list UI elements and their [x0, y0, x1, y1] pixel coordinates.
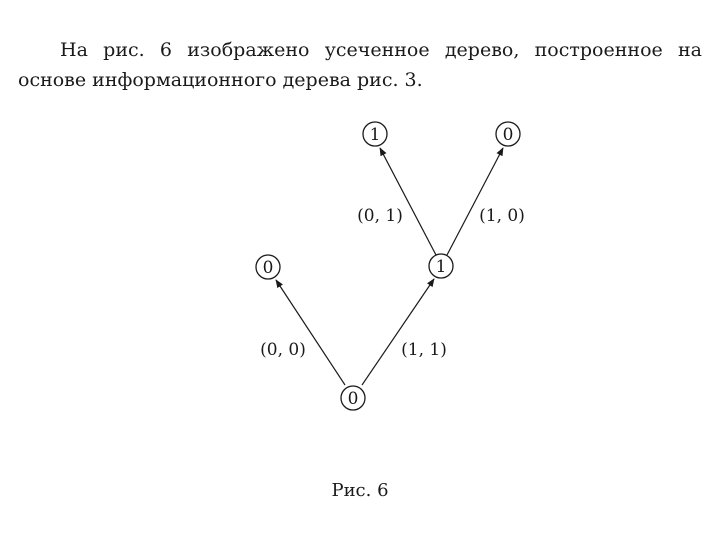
edge-root-to-right: [362, 279, 434, 385]
node-right-left-leaf: [363, 122, 387, 146]
figure-caption: Рис. 6: [331, 480, 389, 501]
node-right-child: [429, 254, 453, 278]
edge-label-right-to-left-leaf: (0, 1): [357, 206, 403, 226]
node-root-label: 0: [347, 389, 359, 409]
edge-label-root-to-right: (1, 1): [401, 340, 447, 360]
node-right-right-leaf: [496, 122, 520, 146]
body-paragraph: На рис. 6 изображено усеченное дерево, построенное на основе информационного дерева рис. 3.: [18, 39, 702, 91]
edge-label-right-to-right-leaf: (1, 0): [479, 206, 525, 226]
node-left-child-label: 0: [262, 258, 274, 278]
node-left-child: [256, 255, 280, 279]
edge-root-to-left: [276, 280, 345, 385]
node-right-right-leaf-label: 0: [502, 125, 514, 145]
node-right-left-leaf-label: 1: [369, 125, 381, 145]
edge-label-root-to-left: (0, 0): [260, 340, 306, 360]
node-right-child-label: 1: [435, 257, 447, 277]
edge-right-to-right-leaf: [447, 148, 503, 255]
node-root: [341, 386, 365, 410]
edge-right-to-left-leaf: [380, 148, 436, 255]
